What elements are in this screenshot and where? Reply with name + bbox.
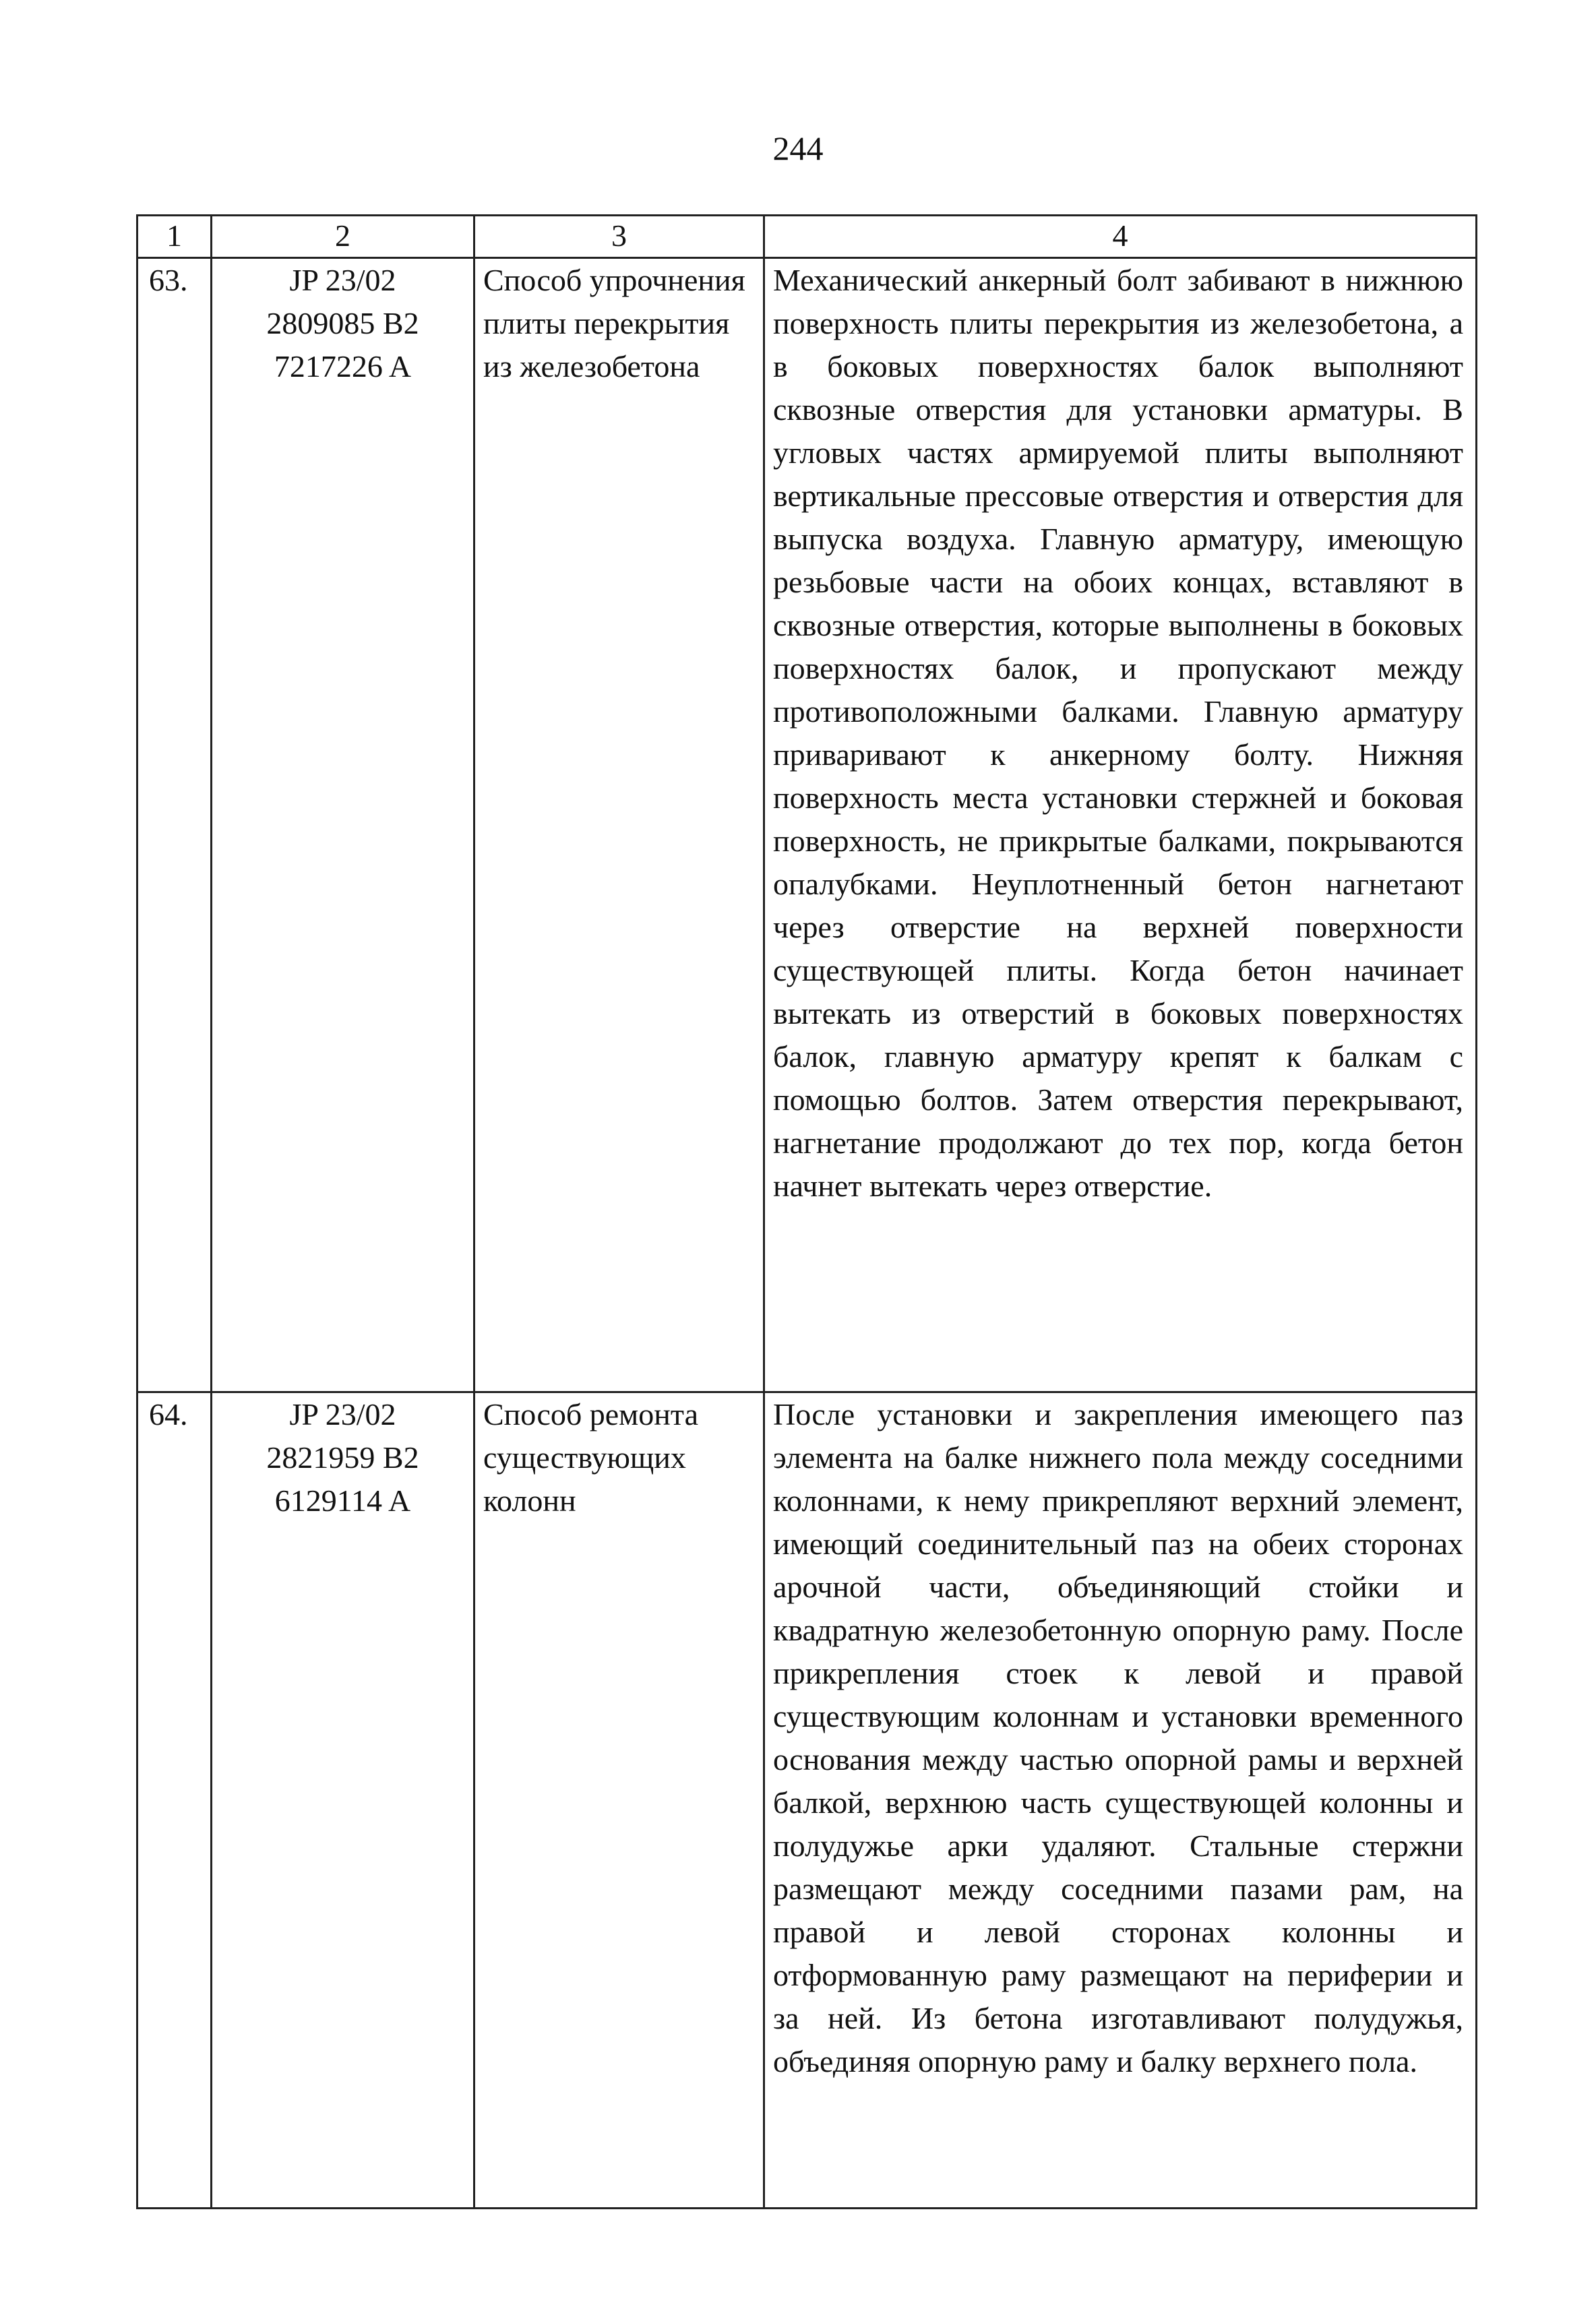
patent-number: 2809085 B2	[266, 306, 419, 340]
patent-numbers	[212, 1392, 474, 2209]
application-number: 7217226 A	[274, 349, 412, 383]
column-header: 4	[764, 216, 1477, 258]
invention-description: Механический анкерный болт забивают в нижнюю поверхность плиты перекрытия из железобетона, а в боковых поверхностях балок выполняют сквозные отверстия для установки арматуры. В угловых частях армируемой плиты выполняют вертикальные прессовые отверстия и отверстия для выпуска воздуха. Главную арматуру, имеющую резьбовые части на обоих концах, вставляют в сквозные отверстия, которые выполнены в боковых поверхностях балок, и пропускают между противоположными балками. Главную арматуру приваривают к анкерному болту. Нижняя поверхность места установки стержней и боковая поверхность, не прикрытые балками, покрываются опалубками. Неуплотненный бетон нагнетают через отверстие на верхней поверхности существующей плиты. Когда бетон начинает вытекать из отверстий в боковых поверхностях балок, главную арматуру крепят к балкам с помощью болтов. Затем отверстия перекрывают, нагнетание продолжают до тех пор, когда бетон начнет вытекать через отверстие.	[764, 258, 1477, 1392]
table-row	[137, 258, 1477, 1392]
row-number: 63.	[137, 258, 212, 1392]
table-row	[137, 1392, 1477, 2209]
page-number: 244	[772, 129, 824, 167]
column-header: 1	[137, 216, 212, 258]
invention-title: Способ ремонта существующих колонн	[474, 1392, 764, 2209]
application-number: 6129114 A	[274, 1483, 411, 1518]
patent-classification: JP 23/02	[289, 263, 396, 297]
invention-description: После установки и закрепления имеющего паз элемента на балке нижнего пола между соседними колоннами, к нему прикрепляют верхний элемент, имеющий соединительный паз на обеих сторонах арочной части, объединяющий стойки и квадратную железобетонную опорную раму. После прикрепления стоек к левой и правой существующим колоннам и установки временного основания между частью опорной рамы и верхней балкой, верхнюю часть существующей колонны и полудужье арки удаляют. Стальные стержни размещают между соседними пазами рам, на правой и левой сторонах колонны и отформованную раму размещают на периферии и за ней. Из бетона изготавливают полудужья, объединяя опорную раму и балку верхнего пола.	[764, 1392, 1477, 2209]
table-header-row	[137, 216, 1477, 258]
patent-classification: JP 23/02	[289, 1397, 396, 1431]
patent-table	[136, 214, 1477, 2209]
row-number: 64.	[137, 1392, 212, 2209]
column-header: 3	[474, 216, 764, 258]
patent-numbers	[212, 258, 474, 1392]
invention-title: Способ упрочнения плиты перекрытия из железобетона	[474, 258, 764, 1392]
column-header: 2	[212, 216, 474, 258]
patent-number: 2821959 B2	[266, 1440, 419, 1475]
